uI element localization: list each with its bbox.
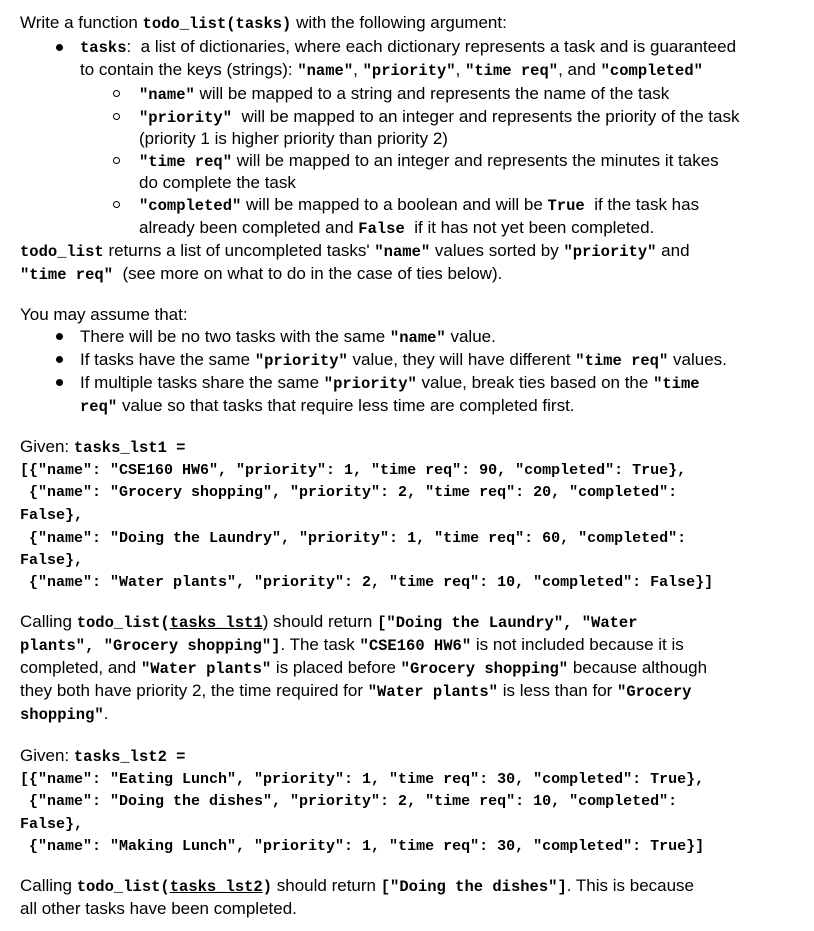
key-priority: "priority" xyxy=(254,352,348,370)
key-name: "name" xyxy=(389,329,446,347)
key-time-req: req" xyxy=(80,398,118,416)
key-desc-name xyxy=(139,83,669,106)
key-time-req: "time req" xyxy=(20,266,114,284)
call-close: ) xyxy=(262,878,273,896)
key-name: "name" xyxy=(374,243,431,261)
code-line: [{"name": "CSE160 HW6", "priority": 1, "time req": 90, "completed": True}, xyxy=(20,462,687,479)
key-desc-text: already been completed and xyxy=(139,218,359,237)
explain-text: Calling xyxy=(20,612,77,631)
task-name: "Water plants" xyxy=(367,683,498,701)
key-desc-time-2 xyxy=(139,172,296,194)
arg-desc-2: to contain the keys (strings): xyxy=(80,60,298,79)
assume-bullet-1 xyxy=(80,326,496,349)
call-function: todo_list( xyxy=(76,878,170,896)
example-1-given xyxy=(20,436,185,459)
key-priority: "priority" xyxy=(362,62,456,80)
circle-bullet-icon xyxy=(113,113,120,120)
arg-desc: : a list of dictionaries, where each dictionary represents a task and is guaranteed xyxy=(126,37,737,56)
explain-text: is not included because it is xyxy=(471,635,684,654)
key-label: "name" xyxy=(139,86,195,104)
circle-bullet-icon xyxy=(113,157,120,164)
assume-text: value. xyxy=(445,327,496,346)
key-label: "time req" xyxy=(139,153,233,171)
key-desc-priority-2 xyxy=(139,128,448,150)
example-1-explain-5 xyxy=(20,703,108,726)
call-argument: tasks_lst1 xyxy=(169,614,263,632)
true-keyword: True xyxy=(547,197,585,215)
returns-text: (see more on what to do in the case of ties below). xyxy=(113,264,503,283)
equals: = xyxy=(166,439,186,457)
explain-text: is placed before xyxy=(271,658,401,677)
code-line: False}, xyxy=(20,507,84,524)
task-name: "Grocery xyxy=(617,683,692,701)
explain-text: Calling xyxy=(20,876,77,895)
task-name: shopping" xyxy=(20,706,104,724)
explain-text: . This is because xyxy=(566,876,695,895)
explain-text: they both have priority 2, the time required for xyxy=(20,681,368,700)
code-line: {"name": "Doing the Laundry", "priority": 1, "time req": 60, "completed": xyxy=(20,530,687,547)
key-time-req: "time req" xyxy=(465,62,559,80)
function-name: todo_list xyxy=(20,243,104,261)
key-name: "name" xyxy=(297,62,354,80)
task-name: "CSE160 HW6" xyxy=(359,637,472,655)
example-2-explain-1 xyxy=(20,875,694,898)
explain-text: should return xyxy=(272,876,381,895)
intro-line xyxy=(20,12,507,35)
arg-name: tasks xyxy=(80,39,127,57)
variable-name: tasks_lst2 xyxy=(73,748,167,766)
code-line: False}, xyxy=(20,816,84,833)
example-1-explain-4 xyxy=(20,680,691,703)
assume-text: There will be no two tasks with the same xyxy=(80,327,390,346)
bullet-icon xyxy=(56,333,63,340)
equals: = xyxy=(166,748,186,766)
key-desc-text: will be mapped to an integer and represents the priority of the task xyxy=(232,107,740,126)
assume-text: If tasks have the same xyxy=(80,350,255,369)
key-desc-priority xyxy=(139,106,739,129)
bullet-icon xyxy=(56,356,63,363)
key-label: "completed" xyxy=(139,197,242,215)
circle-bullet-icon xyxy=(113,90,120,97)
example-2-explain-2: all other tasks have been completed. xyxy=(20,899,297,918)
bullet-icon xyxy=(56,44,63,51)
assume-text: values. xyxy=(668,350,727,369)
assume-text: value, break ties based on the xyxy=(416,373,654,392)
assume-text: If multiple tasks share the same xyxy=(80,373,324,392)
key-desc-completed-2 xyxy=(139,217,654,240)
key-time-req: "time req" xyxy=(575,352,669,370)
returns-text: returns a list of uncompleted tasks' xyxy=(103,241,375,260)
key-desc-time xyxy=(139,150,719,173)
assume-text: value, they will have different xyxy=(347,350,576,369)
explain-text: should return xyxy=(268,612,378,631)
returns-text: values sorted by xyxy=(430,241,564,260)
key-priority: "priority" xyxy=(563,243,657,261)
explain-text: completed, and xyxy=(20,658,141,677)
example-1-explain-1 xyxy=(20,611,638,634)
code-line: {"name": "Water plants", "priority": 2, "time req": 10, "completed": False}] xyxy=(20,574,714,591)
code-line: [{"name": "Eating Lunch", "priority": 1, "time req": 30, "completed": True}, xyxy=(20,771,705,788)
arg-line-1 xyxy=(80,36,736,59)
key-desc-text: will be mapped to a boolean and will be xyxy=(241,195,548,214)
call-close: ) xyxy=(262,612,269,631)
example-2-given xyxy=(20,745,185,768)
intro-text-suffix: with the following argument: xyxy=(291,13,507,32)
key-desc-text: do complete the task xyxy=(139,173,296,192)
returns-line-2 xyxy=(20,263,502,286)
assume-bullet-3 xyxy=(80,372,700,395)
key-desc-text: if it has not yet been completed. xyxy=(404,218,655,237)
task-name: "Grocery shopping" xyxy=(400,660,569,678)
key-priority: "priority" xyxy=(323,375,417,393)
intro-text: Write a function xyxy=(20,13,143,32)
return-value: ["Doing the dishes"] xyxy=(380,878,567,896)
code-line: {"name": "Doing the dishes", "priority": 2, "time req": 10, "completed": xyxy=(20,793,678,810)
sep: , and xyxy=(558,60,601,79)
sep: , xyxy=(353,60,363,79)
task-name: "Water plants" xyxy=(140,660,272,678)
key-completed: "completed" xyxy=(600,62,703,80)
bullet-icon xyxy=(56,379,63,386)
explain-text: because although xyxy=(568,658,708,677)
key-desc-text: if the task has xyxy=(584,195,700,214)
key-label: "priority" xyxy=(139,109,233,127)
assume-heading: You may assume that: xyxy=(20,305,188,324)
key-desc-text: (priority 1 is higher priority than priority 2) xyxy=(139,129,448,148)
explain-text: is less than for xyxy=(497,681,618,700)
circle-bullet-icon xyxy=(113,201,120,208)
assume-text: value so that tasks that require less time are completed first. xyxy=(117,396,575,415)
variable-name: tasks_lst1 xyxy=(73,439,167,457)
key-desc-text: will be mapped to a string and represents the name of the task xyxy=(194,84,670,103)
code-line: False}, xyxy=(20,552,84,569)
return-value: plants", "Grocery shopping"] xyxy=(20,637,281,655)
sep: , xyxy=(455,60,466,79)
arg-line-2 xyxy=(80,59,703,82)
returns-text: and xyxy=(656,241,690,260)
function-signature: todo_list(tasks) xyxy=(142,15,292,33)
code-line: {"name": "Grocery shopping", "priority": 2, "time req": 20, "completed": xyxy=(20,484,678,501)
code-line: {"name": "Making Lunch", "priority": 1, "time req": 30, "completed": True}] xyxy=(20,838,705,855)
key-time-req: "time xyxy=(653,375,700,393)
key-desc-text: will be mapped to an integer and represents the minutes it takes xyxy=(232,151,719,170)
assume-bullet-3-cont xyxy=(80,395,575,418)
given-label: Given: xyxy=(20,746,74,765)
given-label: Given: xyxy=(20,437,74,456)
example-1-explain-3 xyxy=(20,657,707,680)
return-value: ["Doing the Laundry", "Water xyxy=(377,614,638,632)
explain-text: . xyxy=(103,704,109,723)
example-1-explain-2 xyxy=(20,634,684,657)
key-desc-completed xyxy=(139,194,699,217)
false-keyword: False xyxy=(358,220,405,238)
call-function: todo_list( xyxy=(76,614,170,632)
explain-text: . The task xyxy=(280,635,360,654)
returns-line-1 xyxy=(20,240,690,263)
call-argument: tasks_lst2 xyxy=(169,878,263,896)
assume-bullet-2 xyxy=(80,349,727,372)
